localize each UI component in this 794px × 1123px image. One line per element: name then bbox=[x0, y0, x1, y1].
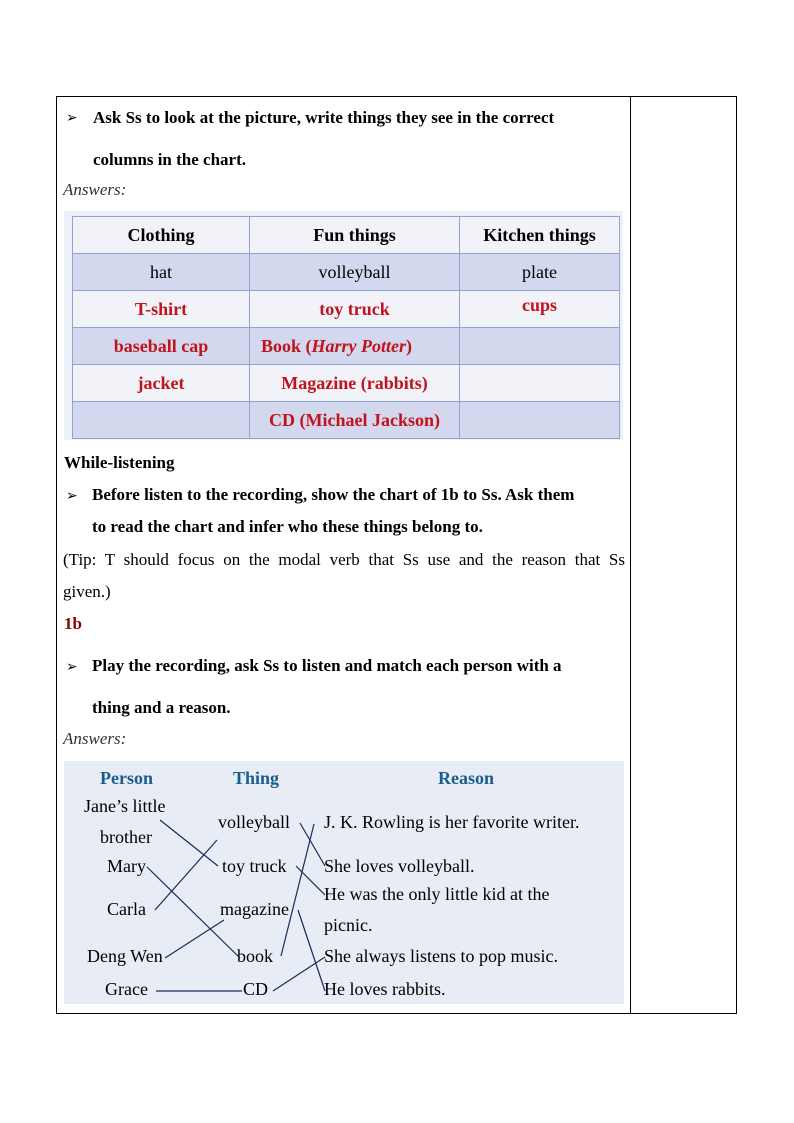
cell-hat: hat bbox=[73, 254, 250, 291]
header-person: Person bbox=[100, 768, 153, 788]
header-reason: Reason bbox=[438, 768, 495, 788]
thing-toy-truck: toy truck bbox=[222, 856, 287, 876]
step1-line1: Ask Ss to look at the picture, write things they see in the correct bbox=[93, 108, 555, 127]
book-prefix: Book ( bbox=[261, 335, 312, 356]
book-title: Harry Potter bbox=[311, 335, 407, 356]
reason-pop-music: She always listens to pop music. bbox=[324, 946, 558, 966]
line-magazine-reason bbox=[298, 910, 325, 991]
person-grace: Grace bbox=[105, 979, 148, 999]
book-suffix: ) bbox=[406, 335, 413, 356]
reason-rowling: J. K. Rowling is her favorite writer. bbox=[324, 812, 580, 832]
step3-line2: thing and a reason. bbox=[92, 698, 231, 717]
cell-volleyball: volleyball bbox=[250, 254, 460, 291]
header-fun-things: Fun things bbox=[250, 217, 460, 254]
bullet-arrow-icon: ➢ bbox=[66, 659, 78, 675]
reason-little-kid-line1: He was the only little kid at the bbox=[324, 884, 550, 904]
cell-cd: CD (Michael Jackson) bbox=[250, 402, 460, 439]
person-deng-wen: Deng Wen bbox=[87, 946, 163, 966]
header-clothing: Clothing bbox=[73, 217, 250, 254]
bullet-arrow-icon: ➢ bbox=[66, 110, 78, 126]
cell-magazine: Magazine (rabbits) bbox=[250, 365, 460, 402]
line-dengwen-magazine bbox=[165, 920, 224, 958]
thing-book: book bbox=[237, 946, 273, 966]
thing-magazine: magazine bbox=[220, 899, 289, 919]
header-kitchen-things: Kitchen things bbox=[460, 217, 620, 254]
cell-baseball-cap: baseball cap bbox=[73, 328, 250, 365]
person-jane-line1: Jane’s little bbox=[84, 796, 166, 816]
line-carla-volleyball bbox=[155, 840, 217, 910]
step2-line2: to read the chart and infer who these things belong to. bbox=[92, 517, 483, 536]
person-jane-line2: brother bbox=[100, 827, 152, 847]
reason-rabbits: He loves rabbits. bbox=[324, 979, 446, 999]
header-thing: Thing bbox=[233, 768, 280, 788]
line-jane-toytruck bbox=[160, 820, 218, 866]
step2-line1: Before listen to the recording, show the chart of 1b to Ss. Ask them bbox=[92, 485, 575, 504]
step3-line1: Play the recording, ask Ss to listen and match each person with a bbox=[92, 656, 562, 675]
cell-plate: plate bbox=[460, 254, 620, 291]
cell-tshirt: T-shirt bbox=[73, 291, 250, 328]
person-mary: Mary bbox=[107, 856, 146, 876]
thing-volleyball: volleyball bbox=[218, 812, 290, 832]
cell-toy-truck: toy truck bbox=[250, 291, 460, 328]
bullet-arrow-icon: ➢ bbox=[66, 488, 78, 504]
line-mary-book bbox=[147, 867, 240, 958]
thing-cd: CD bbox=[243, 979, 269, 999]
label-1b: 1b bbox=[64, 614, 82, 633]
line-book-reason bbox=[281, 824, 314, 956]
answers-label: Answers: bbox=[63, 180, 127, 199]
line-cd-reason bbox=[273, 957, 325, 991]
answers-label: Answers: bbox=[63, 729, 127, 748]
while-listening-heading: While-listening bbox=[64, 453, 175, 472]
cell-cups: cups bbox=[460, 291, 620, 328]
cell-jacket: jacket bbox=[73, 365, 250, 402]
person-carla: Carla bbox=[107, 899, 146, 919]
reason-volleyball: She loves volleyball. bbox=[324, 856, 475, 876]
tip-line2: given.) bbox=[63, 582, 111, 601]
tip-line1: (Tip: T should focus on the modal verb that Ss use and the reason that Ss bbox=[63, 550, 625, 569]
step1-line2: columns in the chart. bbox=[93, 150, 246, 169]
reason-little-kid-line2: picnic. bbox=[324, 915, 373, 935]
